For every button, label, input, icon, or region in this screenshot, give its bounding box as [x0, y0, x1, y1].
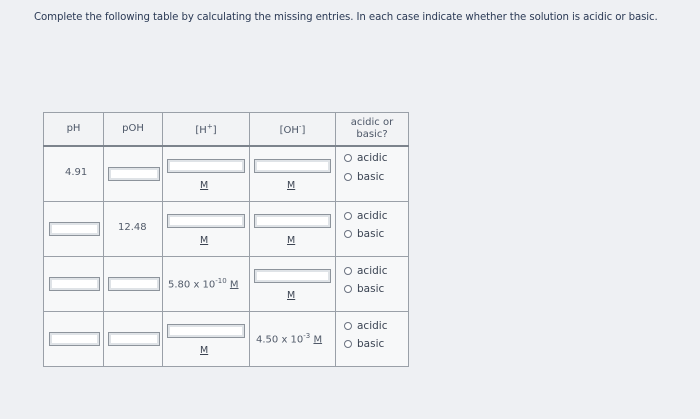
row4-poh-cell	[104, 312, 163, 367]
table-row	[44, 257, 409, 312]
row1-oh-unit: M	[287, 180, 296, 191]
table-row	[44, 146, 409, 202]
row1-oh-cell	[250, 146, 336, 202]
row1-oh-input[interactable]	[254, 159, 331, 173]
row1-h-cell	[163, 146, 250, 202]
table-row	[44, 312, 409, 367]
row2-poh-cell	[104, 202, 163, 257]
radio-circle-icon	[344, 173, 352, 181]
row4-acid-basic-cell	[336, 312, 409, 367]
header-acidic-or-basic: acidic or basic?	[336, 113, 409, 147]
ph-table	[43, 112, 409, 367]
row3-oh-input[interactable]	[254, 269, 331, 283]
row1-ph-value: 4.91	[65, 167, 88, 178]
header-ph: pH	[44, 113, 104, 147]
row1-basic-radio[interactable]: basic	[344, 171, 384, 183]
row2-ph-cell	[44, 202, 104, 257]
row4-ph-cell	[44, 312, 104, 367]
row1-poh-input[interactable]	[108, 167, 160, 181]
row1-h-unit: M	[200, 180, 209, 191]
row3-ph-input[interactable]	[49, 277, 100, 291]
row3-poh-cell	[104, 257, 163, 312]
table-header-row	[44, 113, 409, 147]
radio-circle-icon	[344, 340, 352, 348]
row2-acid-basic-cell	[336, 202, 409, 257]
instructions-text: Complete the following table by calculating the missing entries. In each case indicate whether the solution is acidic or basic.	[34, 12, 658, 23]
row4-oh-value: 4.50 x $10^{-3}$ M	[256, 332, 323, 346]
header-oh-concentration: [OH-]	[250, 113, 336, 147]
row2-acidic-radio[interactable]: acidic	[344, 210, 387, 222]
row3-acid-basic-cell	[336, 257, 409, 312]
row4-basic-radio[interactable]: basic	[344, 338, 384, 350]
row4-h-unit: M	[200, 345, 209, 356]
radio-circle-icon	[344, 230, 352, 238]
row4-h-cell	[163, 312, 250, 367]
row1-poh-cell	[104, 146, 163, 202]
radio-circle-icon	[344, 267, 352, 275]
row3-acidic-radio[interactable]: acidic	[344, 265, 387, 277]
row2-oh-cell	[250, 202, 336, 257]
header-h-concentration: [H+]	[163, 113, 250, 147]
table-row	[44, 202, 409, 257]
row2-h-unit: M	[200, 235, 209, 246]
row3-ph-cell	[44, 257, 104, 312]
row2-h-input[interactable]	[167, 214, 245, 228]
row3-poh-input[interactable]	[108, 277, 160, 291]
row2-ph-input[interactable]	[49, 222, 100, 236]
row2-h-cell	[163, 202, 250, 257]
row3-h-value: 5.80 x $10^{-10}$ M	[168, 277, 239, 291]
radio-circle-icon	[344, 285, 352, 293]
row4-poh-input[interactable]	[108, 332, 160, 346]
row4-h-input[interactable]	[167, 324, 245, 338]
radio-circle-icon	[344, 154, 352, 162]
row2-oh-unit: M	[287, 235, 296, 246]
row1-ph-cell	[44, 146, 104, 202]
row3-oh-cell	[250, 257, 336, 312]
row2-poh-value: 12.48	[118, 222, 147, 233]
row1-acid-basic-cell	[336, 146, 409, 202]
row2-oh-input[interactable]	[254, 214, 331, 228]
row3-oh-unit: M	[287, 290, 296, 301]
row4-oh-cell	[250, 312, 336, 367]
header-poh: pOH	[104, 113, 163, 147]
row4-acidic-radio[interactable]: acidic	[344, 320, 387, 332]
radio-circle-icon	[344, 322, 352, 330]
row1-acidic-radio[interactable]: acidic	[344, 152, 387, 164]
row4-ph-input[interactable]	[49, 332, 100, 346]
row1-h-input[interactable]	[167, 159, 245, 173]
row3-basic-radio[interactable]: basic	[344, 283, 384, 295]
row2-basic-radio[interactable]: basic	[344, 228, 384, 240]
row3-h-cell	[163, 257, 250, 312]
radio-circle-icon	[344, 212, 352, 220]
